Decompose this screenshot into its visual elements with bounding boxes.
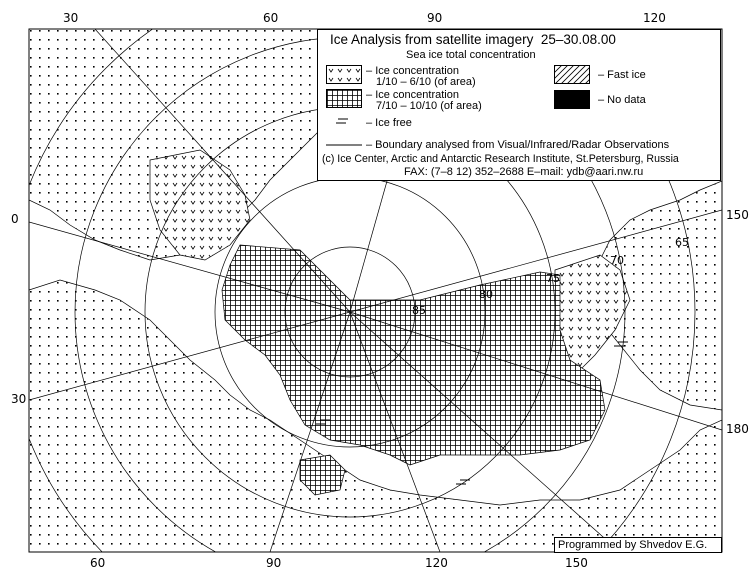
swatch-no-data	[554, 90, 590, 109]
edge-label-right-180: 180	[726, 422, 749, 436]
legend-ice-high-line1: – Ice concentration	[366, 89, 459, 101]
legend-subtitle: Sea ice total concentration	[406, 49, 536, 61]
edge-label-bottom-60: 60	[90, 556, 106, 570]
swatch-fast-ice	[554, 65, 590, 84]
edge-label-left-30: 30	[11, 392, 27, 406]
edge-label-top-30: 30	[63, 11, 79, 25]
swatch-boundary	[326, 143, 362, 147]
edge-label-bottom-90: 90	[266, 556, 282, 570]
edge-label-top-120: 120	[643, 11, 666, 25]
edge-label-bottom-150: 150	[565, 556, 588, 570]
legend-no-data: – No data	[598, 94, 646, 106]
lat-label-85: 85	[412, 304, 426, 317]
legend-box	[317, 29, 721, 181]
edge-label-top-90: 90	[427, 11, 443, 25]
legend-fast-ice: – Fast ice	[598, 69, 646, 81]
lat-label-65: 65	[675, 236, 689, 249]
swatch-ice-high	[326, 89, 362, 108]
legend-contact: FAX: (7–8 12) 352–2688 E–mail: ydb@aari.nw.ru	[404, 166, 644, 178]
swatch-ice-free	[336, 116, 352, 126]
legend-ice-high-line2: 7/10 – 10/10 (of area)	[376, 100, 482, 112]
lat-label-70: 70	[610, 254, 624, 267]
legend-ice-low-line2: 1/10 – 6/10 (of area)	[376, 76, 476, 88]
lat-label-80: 80	[479, 288, 493, 301]
edge-label-right-150: 150	[726, 208, 749, 222]
credit-label: Programmed by Shvedov E.G.	[554, 537, 722, 553]
legend-copyright: (c) Ice Center, Arctic and Antarctic Research Institute, St.Petersburg, Russia	[322, 153, 679, 165]
legend-title: Ice Analysis from satellite imagery 25–30.08.00	[330, 32, 616, 47]
edge-label-top-60: 60	[263, 11, 279, 25]
edge-label-left-0: 0	[11, 212, 19, 226]
legend-ice-low-line1: – Ice concentration	[366, 65, 459, 77]
legend-boundary: – Boundary analysed from Visual/Infrared/Radar Observations	[366, 139, 670, 151]
swatch-ice-low	[326, 65, 362, 84]
edge-label-bottom-120: 120	[425, 556, 448, 570]
lat-label-75: 75	[546, 272, 560, 285]
legend-date: 25–30.08.00	[540, 32, 616, 47]
legend-ice-free: – Ice free	[366, 117, 412, 129]
